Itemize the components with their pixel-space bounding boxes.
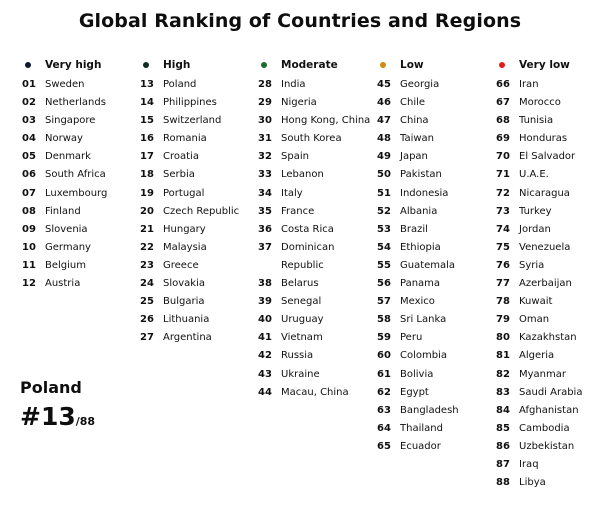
category-dot-icon	[25, 62, 31, 68]
rank-number: 38	[258, 278, 272, 290]
country-name: Guatemala	[400, 259, 456, 271]
list-item	[258, 329, 376, 347]
column-header	[22, 56, 140, 74]
list-item	[140, 311, 258, 329]
country-name: Libya	[519, 477, 546, 489]
list-item	[22, 94, 140, 112]
list-item	[258, 130, 376, 148]
rank-number: 57	[377, 296, 391, 308]
country-name: Tunisia	[519, 115, 554, 127]
country-name: Belarus	[281, 278, 319, 290]
country-name: Syria	[519, 259, 545, 271]
rank-number: 45	[377, 79, 391, 90]
rank-number: 82	[496, 368, 510, 380]
list-item	[258, 148, 376, 166]
category-dot-icon	[380, 62, 386, 68]
country-name: Chile	[400, 97, 426, 109]
list-item	[496, 384, 600, 402]
country-name: Lebanon	[281, 169, 324, 181]
list-item	[140, 293, 258, 311]
list-item	[140, 112, 258, 130]
column-moderate	[258, 56, 376, 402]
rank-number: 71	[496, 169, 510, 181]
list-item	[377, 293, 495, 311]
country-name: Norway	[45, 133, 83, 145]
rank-number: 64	[377, 422, 391, 434]
country-name: Portugal	[163, 187, 205, 199]
rank-number: 52	[377, 205, 391, 217]
rank-number: 48	[377, 133, 391, 145]
country-name: Panama	[400, 278, 441, 290]
rank-number: 50	[377, 169, 391, 181]
rank-number: 06	[22, 169, 36, 181]
country-name: Denmark	[45, 151, 91, 163]
country-name: Hong Kong, China	[281, 115, 371, 127]
country-name: Romania	[163, 133, 207, 145]
list-item	[496, 438, 600, 456]
column-very-high	[22, 56, 140, 293]
list-item	[496, 311, 600, 329]
country-name: Brazil	[400, 223, 428, 235]
rank-number: 60	[377, 350, 391, 362]
country-name: Sri Lanka	[400, 314, 447, 326]
list-item	[258, 203, 376, 221]
rank-number: 58	[377, 314, 391, 326]
country-name: Indonesia	[400, 187, 449, 199]
rank-number: 33	[258, 169, 272, 181]
list-item	[258, 221, 376, 239]
list-item	[258, 275, 376, 293]
country-name: Russia	[281, 350, 314, 362]
rank-number: 72	[496, 187, 510, 199]
country-name: Slovakia	[163, 278, 205, 290]
rank-number: 78	[496, 296, 510, 308]
list-item	[496, 456, 600, 474]
list-item	[258, 185, 376, 203]
list-item	[140, 148, 258, 166]
list-item	[496, 148, 600, 166]
country-name: Georgia	[400, 79, 440, 90]
country-name: Saudi Arabia	[519, 386, 583, 398]
list-item	[377, 221, 495, 239]
rank-number: 21	[140, 223, 154, 235]
list-item	[258, 366, 376, 384]
rank-number: 67	[496, 97, 510, 109]
column-header	[140, 56, 258, 74]
rank-number: 26	[140, 314, 154, 326]
list-item	[496, 94, 600, 112]
list-item	[140, 329, 258, 347]
column-low	[377, 56, 495, 456]
rank-number: 07	[22, 187, 36, 199]
rank-number: 29	[258, 97, 272, 109]
country-name: Macau, China	[281, 386, 349, 398]
rank-number: 31	[258, 133, 272, 145]
column-header-label: Moderate	[281, 59, 338, 71]
rank-number: 75	[496, 241, 510, 253]
country-name: Mexico	[400, 296, 435, 308]
rank-number: 77	[496, 278, 510, 290]
list-item	[22, 239, 140, 257]
rank-number: 81	[496, 350, 510, 362]
list-item	[377, 384, 495, 402]
country-name: Luxembourg	[45, 187, 108, 199]
rank-number: 22	[140, 241, 154, 253]
rank-number: 87	[496, 458, 510, 470]
column-header-label: High	[163, 59, 191, 71]
country-name: Taiwan	[400, 133, 435, 145]
rank-number: 19	[140, 187, 154, 199]
rank-number: 16	[140, 133, 154, 145]
rank-number: 68	[496, 115, 510, 127]
country-name: India	[281, 79, 306, 90]
country-name: Sweden	[45, 79, 85, 90]
list-item	[377, 275, 495, 293]
page-title: Global Ranking of Countries and Regions	[78, 10, 522, 32]
list-item	[22, 203, 140, 221]
list-item	[377, 420, 495, 438]
country-name: Malaysia	[163, 241, 207, 253]
country-name: Hungary	[163, 223, 206, 235]
list-item	[377, 257, 495, 275]
rank-number: 70	[496, 151, 510, 163]
summary-rank-number: #13	[20, 402, 76, 431]
list-item	[496, 130, 600, 148]
list-item	[496, 221, 600, 239]
list-item	[258, 94, 376, 112]
country-name: Bolivia	[400, 368, 434, 380]
country-name: Finland	[45, 205, 81, 217]
country-name: Singapore	[45, 115, 96, 127]
list-item	[496, 76, 600, 94]
rank-number: 53	[377, 223, 391, 235]
rank-number: 54	[377, 241, 391, 253]
list-item	[22, 221, 140, 239]
country-name: South Korea	[281, 133, 342, 145]
list-item	[377, 402, 495, 420]
category-dot-icon	[261, 62, 267, 68]
column-header-label: Very low	[519, 59, 570, 71]
list-item	[258, 239, 376, 275]
rank-number: 59	[377, 332, 391, 344]
list-item	[496, 402, 600, 420]
country-name: Algeria	[519, 350, 555, 362]
rank-number: 55	[377, 259, 391, 271]
country-name: Honduras	[519, 133, 568, 145]
country-name: Uruguay	[281, 314, 324, 326]
rank-number: 30	[258, 115, 272, 127]
country-name: Peru	[400, 332, 423, 344]
list-item	[22, 130, 140, 148]
country-name: Senegal	[281, 296, 322, 308]
country-name: Cambodia	[519, 422, 570, 434]
country-name: Morocco	[519, 97, 561, 109]
country-name: Afghanistan	[519, 404, 579, 416]
country-name: Philippines	[163, 97, 217, 109]
rank-number: 41	[258, 332, 272, 344]
rank-number: 18	[140, 169, 154, 181]
list-item	[22, 76, 140, 94]
country-name: Poland	[163, 79, 197, 90]
rank-number: 36	[258, 223, 272, 235]
list-item	[377, 366, 495, 384]
rank-number: 46	[377, 97, 391, 109]
country-name: Slovenia	[45, 223, 88, 235]
rank-number: 27	[140, 332, 154, 344]
country-name: El Salvador	[519, 151, 576, 163]
list-item	[140, 76, 258, 94]
rank-number: 40	[258, 314, 272, 326]
rank-number: 61	[377, 368, 391, 380]
list-item	[496, 366, 600, 384]
rank-number: 65	[377, 440, 391, 452]
category-dot-icon	[143, 62, 149, 68]
rank-number: 05	[22, 151, 36, 163]
rank-number: 86	[496, 440, 510, 452]
list-item	[22, 185, 140, 203]
list-item	[496, 203, 600, 221]
country-name: Switzerland	[163, 115, 222, 127]
summary-country: Poland	[20, 378, 82, 397]
country-name: Myanmar	[519, 368, 566, 380]
country-name: Spain	[281, 151, 309, 163]
rank-number: 32	[258, 151, 272, 163]
rank-number: 25	[140, 296, 154, 308]
category-dot-icon	[499, 62, 505, 68]
column-very-low	[496, 56, 600, 492]
list-item	[140, 185, 258, 203]
rank-number: 51	[377, 187, 391, 199]
country-name: Nicaragua	[519, 187, 570, 199]
country-name: Costa Rica	[281, 223, 334, 235]
list-item	[140, 94, 258, 112]
rank-number: 12	[22, 278, 36, 290]
list-item	[496, 420, 600, 438]
country-name: Vietnam	[281, 332, 323, 344]
country-name: Italy	[281, 187, 303, 199]
list-item	[258, 347, 376, 365]
country-name: Oman	[519, 314, 550, 326]
list-item	[258, 293, 376, 311]
country-name: Austria	[45, 278, 81, 290]
country-name: Thailand	[400, 422, 443, 434]
rank-number: 13	[140, 79, 154, 90]
column-header-label: Very high	[45, 59, 102, 71]
country-name: Croatia	[163, 151, 199, 163]
list-item	[140, 275, 258, 293]
column-header-label: Low	[400, 59, 424, 71]
list-item	[496, 329, 600, 347]
list-item	[496, 347, 600, 365]
summary-rank	[20, 402, 95, 431]
rank-number: 76	[496, 259, 510, 271]
country-name: Czech Republic	[163, 205, 240, 217]
rank-number: 10	[22, 241, 36, 253]
list-item	[258, 384, 376, 402]
country-name: Pakistan	[400, 169, 442, 181]
country-name: Kuwait	[519, 296, 553, 308]
list-item	[377, 203, 495, 221]
country-name: Bangladesh	[400, 404, 459, 416]
list-item	[377, 347, 495, 365]
country-name: Belgium	[45, 259, 86, 271]
country-name: Kazakhstan	[519, 332, 577, 344]
list-item	[140, 130, 258, 148]
list-item	[22, 148, 140, 166]
rank-number: 03	[22, 115, 36, 127]
list-item	[140, 221, 258, 239]
country-name: France	[281, 205, 315, 217]
rank-number: 83	[496, 386, 510, 398]
country-name: Ukraine	[281, 368, 320, 380]
rank-number: 04	[22, 133, 36, 145]
country-name: Azerbaijan	[519, 278, 572, 290]
list-item	[22, 257, 140, 275]
rank-number: 34	[258, 187, 272, 199]
list-item	[140, 203, 258, 221]
rank-number: 80	[496, 332, 510, 344]
country-name: Serbia	[163, 169, 195, 181]
country-name: Colombia	[400, 350, 447, 362]
country-name: Jordan	[519, 223, 551, 235]
list-item	[377, 148, 495, 166]
list-item	[258, 76, 376, 94]
list-item	[22, 275, 140, 293]
rank-number: 01	[22, 79, 36, 90]
column-header	[258, 56, 376, 74]
column-header	[377, 56, 495, 74]
country-name: Iran	[519, 79, 539, 90]
rank-number: 47	[377, 115, 391, 127]
list-item	[258, 112, 376, 130]
country-name: Turkey	[519, 205, 552, 217]
rank-number: 23	[140, 259, 154, 271]
rank-number: 42	[258, 350, 272, 362]
country-name: Argentina	[163, 332, 212, 344]
country-name: Ecuador	[400, 440, 441, 452]
rank-number: 66	[496, 79, 510, 90]
list-item	[377, 166, 495, 184]
rank-number: 39	[258, 296, 272, 308]
rank-number: 14	[140, 97, 154, 109]
list-item	[496, 293, 600, 311]
list-item	[377, 239, 495, 257]
country-name: Egypt	[400, 386, 429, 398]
rank-number: 85	[496, 422, 510, 434]
country-name: Nigeria	[281, 97, 317, 109]
country-name: U.A.E.	[519, 169, 549, 181]
rank-number: 69	[496, 133, 510, 145]
rank-number: 49	[377, 151, 391, 163]
list-item	[377, 311, 495, 329]
country-name: Germany	[45, 241, 91, 253]
country-name: Venezuela	[519, 241, 571, 253]
list-item	[377, 329, 495, 347]
rank-number: 15	[140, 115, 154, 127]
list-item	[140, 257, 258, 275]
rank-number: 37	[258, 241, 272, 253]
country-name: Uzbekistan	[519, 440, 575, 452]
rank-number: 73	[496, 205, 510, 217]
rank-number: 35	[258, 205, 272, 217]
country-name: Bulgaria	[163, 296, 205, 308]
country-name: Iraq	[519, 458, 539, 470]
list-item	[377, 130, 495, 148]
list-item	[377, 438, 495, 456]
rank-number: 02	[22, 97, 36, 109]
country-name: Lithuania	[163, 314, 210, 326]
list-item	[496, 239, 600, 257]
rank-number: 74	[496, 223, 510, 235]
country-name: Netherlands	[45, 97, 106, 109]
rank-number: 84	[496, 404, 510, 416]
rank-number: 11	[22, 259, 36, 271]
list-item	[496, 112, 600, 130]
country-name: China	[400, 115, 429, 127]
list-item	[496, 185, 600, 203]
rank-number: 56	[377, 278, 391, 290]
list-item	[496, 166, 600, 184]
rank-number: 62	[377, 386, 391, 398]
rank-number: 17	[140, 151, 154, 163]
list-item	[496, 474, 600, 492]
list-item	[377, 185, 495, 203]
rank-number: 43	[258, 368, 272, 380]
country-name: Dominican Republic	[281, 241, 335, 271]
summary-rank-total: /88	[75, 415, 96, 428]
rank-number: 79	[496, 314, 510, 326]
country-name: Greece	[163, 259, 199, 271]
rank-number: 44	[258, 386, 272, 398]
list-item	[140, 239, 258, 257]
list-item	[22, 112, 140, 130]
list-item	[22, 166, 140, 184]
list-item	[258, 311, 376, 329]
rank-number: 20	[140, 205, 154, 217]
rank-number: 08	[22, 205, 36, 217]
rank-number: 09	[22, 223, 36, 235]
list-item	[377, 112, 495, 130]
list-item	[496, 275, 600, 293]
list-item	[496, 257, 600, 275]
column-high	[140, 56, 258, 347]
rank-number: 63	[377, 404, 391, 416]
country-name: Japan	[400, 151, 428, 163]
column-header	[496, 56, 600, 74]
country-name: South Africa	[45, 169, 106, 181]
rank-number: 24	[140, 278, 154, 290]
rank-number: 28	[258, 79, 272, 90]
list-item	[377, 94, 495, 112]
country-name: Ethiopia	[400, 241, 441, 253]
country-name: Albania	[400, 205, 438, 217]
rank-number: 88	[496, 477, 510, 489]
list-item	[258, 166, 376, 184]
list-item	[377, 76, 495, 94]
list-item	[140, 166, 258, 184]
